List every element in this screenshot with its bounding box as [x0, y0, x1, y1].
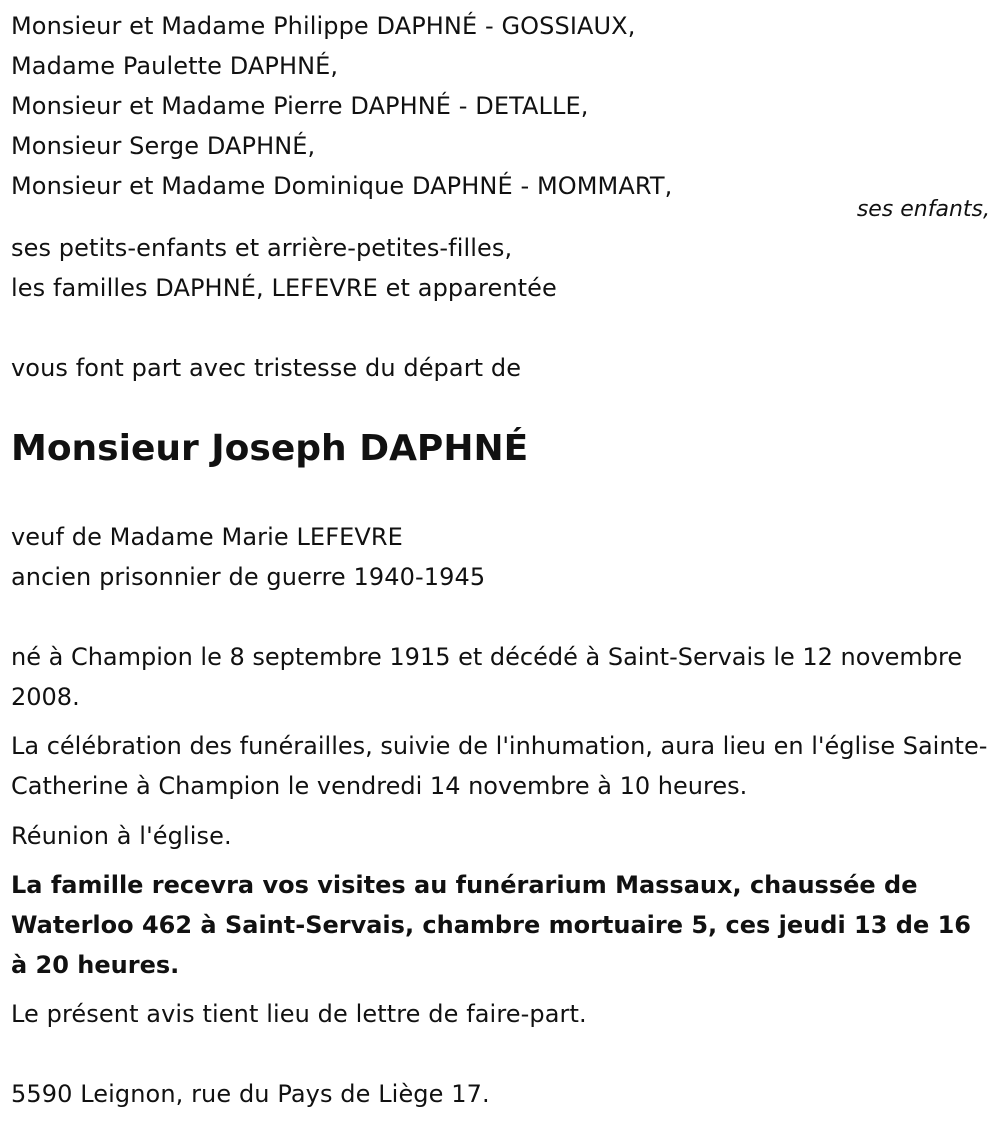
family-line-5: Monsieur et Madame Dominique DAPHNÉ - MOMMART, [11, 172, 673, 200]
prisoner-line: ancien prisonnier de guerre 1940-1945 [11, 563, 486, 591]
family-line-3: Monsieur et Madame Pierre DAPHNÉ - DETALLE, [11, 92, 589, 120]
family-line-4: Monsieur Serge DAPHNÉ, [11, 132, 316, 160]
deceased-name: Monsieur Joseph DAPHNÉ [11, 428, 529, 469]
announcement-line: vous font part avec tristesse du départ de [11, 354, 522, 382]
children-label: ses enfants, [856, 197, 990, 222]
visits-paragraph: La famille recevra vos visites au funérarium Massaux, chaussée de Waterloo 462 à Saint-Servais, chambre mortuaire 5, ces jeudi 13 de 16 à 20 heures. [11, 871, 971, 979]
family-line-2: Madame Paulette DAPHNÉ, [11, 52, 339, 80]
grandchildren-line: ses petits-enfants et arrière-petites-filles, [11, 234, 513, 262]
families-line: les familles DAPHNÉ, LEFEVRE et apparentée [11, 274, 557, 302]
notice-line: Le présent avis tient lieu de lettre de faire-part. [11, 1000, 587, 1028]
ceremony-paragraph: La célébration des funérailles, suivie de l'inhumation, aura lieu en l'église Sainte-Catherine à Champion le vendredi 14 novembre à 10 heures. [11, 732, 988, 800]
family-line-1: Monsieur et Madame Philippe DAPHNÉ - GOSSIAUX, [11, 12, 636, 40]
address-line: 5590 Leignon, rue du Pays de Liège 17. [11, 1080, 490, 1108]
meeting-line: Réunion à l'église. [11, 822, 232, 850]
birth-death-paragraph: né à Champion le 8 septembre 1915 et décédé à Saint-Servais le 12 novembre 2008. [11, 643, 963, 711]
widower-line: veuf de Madame Marie LEFEVRE [11, 523, 403, 551]
